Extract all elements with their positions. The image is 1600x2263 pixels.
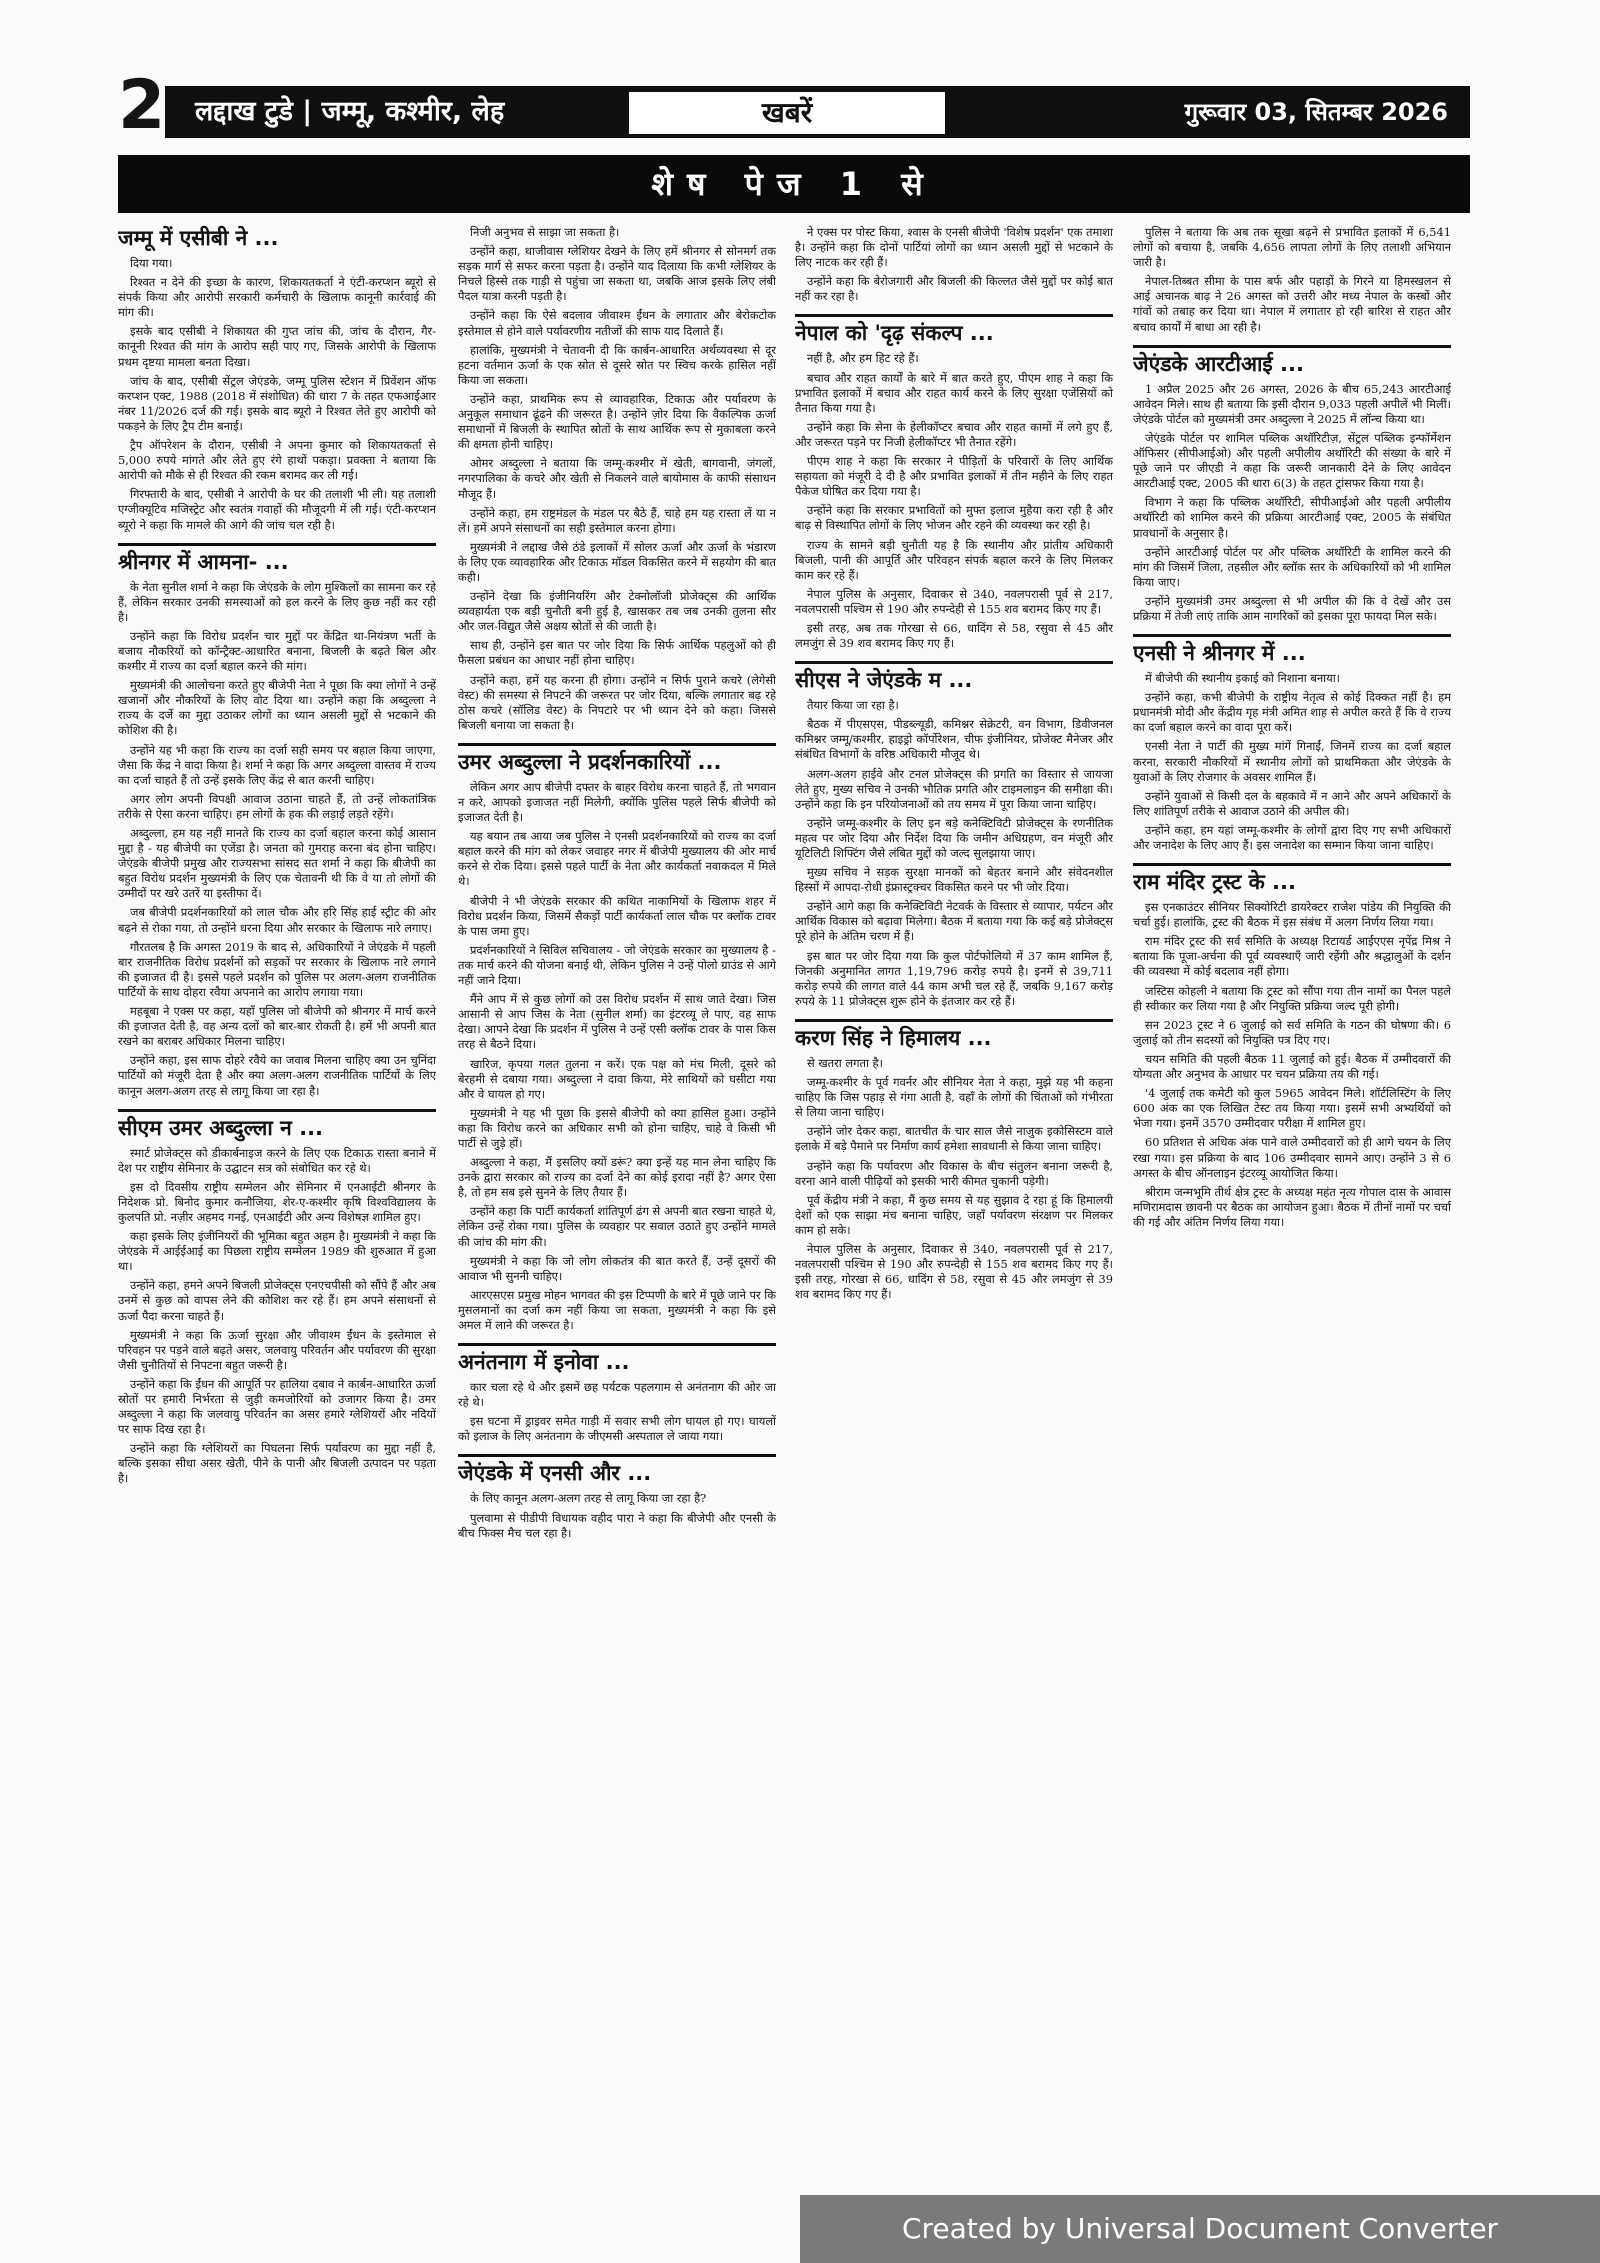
article-paragraph: '4 जुलाई तक कमेटी को कुल 5965 आवेदन मिले। शॉर्टलिस्टिंग के लिए 600 अंक का एक लिखित टेस्ट तय किया गया। इसमें सभी अभ्यर्थियों को भेजा गया। इनमें 3570 उम्मीदवार परीक्षा में शामिल हुए।: [1133, 1086, 1451, 1131]
article-paragraph: उन्होंने कहा कि पार्टी कार्यकर्ता शांतिपूर्ण ढंग से अपनी बात रखना चाहते थे, लेकिन उन्हें रोका गया। पुलिस के व्यवहार पर सवाल उठाते हुए उन्होंने मामले की जांच की मांग की।: [458, 1204, 776, 1249]
article-paragraph: मुख्य सचिव ने सड़क सुरक्षा मानकों को बेहतर बनाने और संवेदनशील हिस्सों में आपदा-रोधी इंफ्रास्ट्रक्चर विकसित करने पर भी जोर दिया।: [795, 865, 1113, 895]
article-paragraph: नेपाल पुलिस के अनुसार, दिवाकर से 340, नवलपरासी पूर्व से 217, नवलपरासी पश्चिम से 190 और रुपन्देही से 155 शव बरामद किए गए हैं। इसी तरह, गोरखा से 66, धादिंग से 58, रसुवा से 45 और लमजुंग से 39 शव बरामद किए गए हैं।: [795, 1241, 1113, 1302]
article-paragraph: उन्होंने कहा, प्राथमिक रूप से व्यावहारिक, टिकाऊ और पर्यावरण के अनुकूल समाधान ढूंढने की जरूरत है। उन्होंने ज़ोर दिया कि वैकल्पिक ऊर्जा समाधानों में बिजली के स्थापित स्रोतों के साथ आर्थिक रूप से मुकाबला करने की क्षमता होनी चाहिए।: [458, 391, 776, 452]
converter-watermark: Created by Universal Document Converter: [800, 2195, 1600, 2263]
page-number: 2: [118, 66, 166, 145]
article-paragraph: श्रीराम जन्मभूमि तीर्थ क्षेत्र ट्रस्ट के अध्यक्ष महंत नृत्य गोपाल दास के आवास मणिरामदास छावनी पर बैठक का आयोजन हुआ। बैठक में तीनों नामों पर चर्चा की गई और अंतिम निर्णय लिया गया।: [1133, 1184, 1451, 1229]
article-paragraph: उन्होंने यह भी कहा कि राज्य का दर्जा सही समय पर बहाल किया जाएगा, जैसा कि केंद्र ने वादा किया है। शर्मा ने कहा कि अगर अब्दुल्ला वास्तव में राज्य का दर्जा चाहते हैं तो उन्हें इसके लिए केंद्र से बात करनी चाहिए।: [118, 742, 436, 787]
article-paragraph: उन्होंने कहा, हम राष्ट्रमंडल के मंडल पर बैठे हैं, चाहे हम यह रास्ता लें या न लें। हमें अपने संसाधनों का सही इस्तेमाल करना होगा।: [458, 505, 776, 535]
article-paragraph: से खतरा लगता है।: [807, 1055, 883, 1070]
article-paragraph: ओमर अब्दुल्ला ने बताया कि जम्मू-कश्मीर में खेती, बागवानी, जंगलों, नगरपालिका के कचरे और खेती से निकलने वाले बायोमास के काफी संसाधन मौजूद हैं।: [458, 456, 776, 501]
article-headline: सीएस ने जेएंडके म ...: [795, 661, 1113, 694]
article-paragraph: मुख्यमंत्री की आलोचना करते हुए बीजेपी नेता ने पूछा कि क्या लोगों ने उन्हें खजानों और नौकरियों के लिए वोट दिया था। उन्होंने कहा कि अब्दुल्ला ने राज्य के दर्जे का मुद्दा उठाकर लोगों का ध्यान असली मुद्दों से भटकाने की कोशिश की है।: [118, 678, 436, 738]
article-paragraph: अब्दुल्ला ने कहा, मैं इसलिए क्यों डरूं? क्या इन्हें यह मान लेना चाहिए कि उनके द्वारा सरकार को राज्य का दर्जा देने का कोई इरादा नहीं है? अगर ऐसा है, तो हम सब इसे सुनने के लिए तैयार हैं।: [458, 1155, 776, 1200]
article-paragraph: उन्होंने कहा कि ईंधन की आपूर्ति पर हालिया दबाव ने कार्बन-आधारित ऊर्जा स्रोतों पर हमारी निर्भरता से जुड़ी कमजोरियों को उजागर किया है। उमर अब्दुल्ला ने कहा कि जलवायु परिवर्तन का असर हमारे ग्लेशियरों और नदियों पर साफ दिख रहा है।: [118, 1376, 436, 1437]
article-paragraph: अलग-अलग हाईवे और टनल प्रोजेक्ट्स की प्रगति का विस्तार से जायजा लेते हुए, मुख्य सचिव ने उनकी भौतिक प्रगति और टाइमलाइन की समीक्षा की। उन्होंने कहा कि इन परियोजनाओं को तय समय में पूरा किया जाना चाहिए।: [795, 766, 1113, 811]
article-paragraph: विभाग ने कहा कि पब्लिक अथॉरिटी, सीपीआईओ और पहली अपीलीय अथॉरिटी को शामिल करने की प्रक्रिया आरटीआई एक्ट, 2005 के संबंधित प्रावधानों के अनुसार है।: [1133, 495, 1451, 540]
article-paragraph: दिया गया।: [130, 256, 173, 270]
article-headline: अनंतनाग में इनोवा ...: [458, 1343, 776, 1376]
article-paragraph: उन्होंने कहा, हम यहां जम्मू-कश्मीर के लोगों द्वारा दिए गए सभी अधिकारों और जनादेश के लिए आए हैं। इस जनादेश का सम्मान किया जाना चाहिए।: [1133, 822, 1451, 852]
article-paragraph: मुख्यमंत्री ने कहा कि ऊर्जा सुरक्षा और जीवाश्म ईंधन के इस्तेमाल से परिवहन पर पड़ने वाले बढ़ते असर, जलवायु परिवर्तन और पर्यावरण की सुरक्षा जैसी चुनौतियों से निपटना बहुत जरूरी है।: [118, 1327, 436, 1372]
issue-date: गुरूवार 03, सितम्बर 2026: [1184, 98, 1448, 126]
article-paragraph: ट्रैप ऑपरेशन के दौरान, एसीबी ने अपना कुमार को शिकायतकर्ता से 5,000 रुपये मांगते और लेते हुए रंगे हाथों पकड़ा। प्रवक्ता ने बताया कि आरोपी को मौके से ही रिश्वत की रकम बरामद कर ली गई।: [118, 438, 436, 483]
article-headline: करण सिंह ने हिमालय ...: [795, 1019, 1113, 1052]
article-headline: सीएम उमर अब्दुल्ला न ...: [118, 1109, 436, 1142]
article-paragraph: जांच के बाद, एसीबी सेंट्रल जेएंडके, जम्मू पुलिस स्टेशन में प्रिवेंशन ऑफ करप्शन एक्ट, 1988 (2018 में संशोधित) की धारा 7 के तहत एफआईआर नंबर 11/2026 दर्ज की गई। इसके बाद ब्यूरो ने रिश्वत लेते हुए आरोपी को पकड़ने के लिए ट्रैप टीम बनाई।: [118, 373, 436, 433]
article-paragraph: हालांकि, मुख्यमंत्री ने चेतावनी दी कि कार्बन-आधारित अर्थव्यवस्था से दूर हटना वर्तमान ऊर्जा के एक स्रोत से दूसरे स्रोत पर स्विच करके हासिल नहीं किया जा सकता।: [458, 342, 776, 387]
article-headline: श्रीनगर में आमना- ...: [118, 543, 436, 576]
article-paragraph: पुलवामा से पीडीपी विधायक वहीद पारा ने कहा कि बीजेपी और एनसी के बीच फिक्स मैच चल रहा है।: [458, 1510, 776, 1540]
article-paragraph: 1 अप्रैल 2025 और 26 अगस्त, 2026 के बीच 65,243 आरटीआई आवेदन मिले। साथ ही बताया कि इसी दौरान 9,033 पहली अपीलें भी मिलीं। जेएंडके पोर्टल को मुख्यमंत्री उमर अब्दुल्ला ने 2025 में लॉन्च किया था।: [1133, 381, 1451, 426]
article-paragraph: इस एनकाउंटर सीनियर सिक्योरिटी डायरेक्टर राजेश पांडेय की नियुक्ति की चर्चा हुई। हालांकि, ट्रस्ट की बैठक में इस संबंध में अलग निर्णय लिया गया।: [1133, 900, 1451, 930]
article-paragraph: यह बयान तब आया जब पुलिस ने एनसी प्रदर्शनकारियों को राज्य का दर्जा बहाल करने की मांग को लेकर जवाहर नगर में बीजेपी मुख्यालय की ओर मार्च करने से रोक दिया। इससे पहले पार्टी के नेता और कार्यकर्ता नवाकदल में मिले थे।: [458, 829, 776, 889]
article-paragraph: उन्होंने कहा, हमें यह करना ही होगा। उन्होंने न सिर्फ पुराने कचरे (लेगेसी वेस्ट) की समस्या से निपटने की जरूरत पर जोर दिया, बल्कि लगातार बढ़ रहे ठोस कचरे (सॉलिड वेस्ट) के निपटारे पर भी ध्यान देने को कहा। जिससे बिजली बनाया जा सकता है।: [458, 672, 776, 732]
column-3: [795, 225, 1113, 2210]
article-headline: उमर अब्दुल्ला ने प्रदर्शनकारियों ...: [458, 743, 776, 776]
article-paragraph: उन्होंने जम्मू-कश्मीर के लिए इन बड़े कनेक्टिविटी प्रोजेक्ट्स के रणनीतिक महत्व पर जोर दिया और निर्देश दिया कि जमीन अधिग्रहण, वन मंजूरी और यूटिलिटी शिफ्टिंग जैसे लंबित मुद्दों को जल्द सुलझाया जाए।: [795, 815, 1113, 860]
article-paragraph: नेपाल-तिब्बत सीमा के पास बर्फ और पहाड़ों के गिरने या हिमस्खलन से आई अचानक बाढ़ ने 26 अगस्त को उत्तरी और मध्य नेपाल के कस्बों और गांवों को तबाह कर दिया था। नेपाल में लगातार हो रही बारिश से राहत और बचाव कार्यों में बाधा आ रही है।: [1133, 274, 1451, 334]
article-paragraph: महबूबा ने एक्स पर कहा, यहाँ पुलिस जो बीजेपी को श्रीनगर में मार्च करने की इजाजत देती है, वह अन्य दलों को बार-बार रोकती है। हमें भी अपनी बात रखने का बराबर अधिकार मिलना चाहिए।: [118, 1004, 436, 1049]
article-paragraph: उन्होंने युवाओं से किसी दल के बहकावे में न आने और अपने अधिकारों के लिए शांतिपूर्ण तरीके से आवाज उठाने की अपील की।: [1133, 788, 1451, 818]
article-paragraph: में बीजेपी की स्थानीय इकाई को निशाना बनाया।: [1145, 671, 1340, 686]
article-paragraph: सन 2023 ट्रस्ट ने 6 जुलाई को सर्व समिति के गठन की घोषणा की। 6 जुलाई को तीन सदस्यों को नियुक्ति पत्र दिए गए।: [1133, 1017, 1451, 1047]
article-paragraph: इस बात पर जोर दिया गया कि कुल पोर्टफोलियो में 37 काम शामिल हैं, जिनकी अनुमानित लागत 1,19,796 करोड़ रुपये है। इनमें से 39,711 करोड़ रुपये की लागत वाले 44 काम अभी चल रहे हैं, जबकि 9,167 करोड़ रुपये के 11 प्रोजेक्ट्स शुरू होने के इंतजार कर रहे हैं।: [795, 948, 1113, 1008]
article-paragraph: एनसी नेता ने पार्टी की मुख्य मांगें गिनाईं, जिनमें राज्य का दर्जा बहाल करना, सरकारी नौकरियों में स्थानीय लोगों को प्राथमिकता और जेएंडके के युवाओं के लिए रोजगार के अवसर शामिल हैं।: [1133, 739, 1451, 784]
article-paragraph: उन्होंने आगे कहा कि कनेक्टिविटी नेटवर्क के विस्तार से व्यापार, पर्यटन और आर्थिक विकास को बढ़ावा मिलेगा। बैठक में बताया गया कि कई बड़े प्रोजेक्ट्स पूरे होने के अंतिम चरण में हैं।: [795, 899, 1113, 944]
article-paragraph: बैठक में पीएसएस, पीडब्ल्यूडी, कमिश्नर सेक्रेटरी, वन विभाग, डिवीजनल कमिश्नर जम्मू/कश्मीर, हाइड्रो कॉर्पोरेशन, चीफ इंजीनियर, प्रोजेक्ट मैनेजर और संबंधित विभागों के वरिष्ठ अधिकारी मौजूद थे।: [795, 717, 1113, 762]
article-paragraph: अगर लोग अपनी विपक्षी आवाज उठाना चाहते हैं, तो उन्हें लोकतांत्रिक तरीके से ऐसा करना चाहिए। हम लोगों के हक की लड़ाई लड़ते रहेंगे।: [118, 791, 436, 821]
article-headline: नेपाल को 'दृढ़ संकल्प ...: [795, 314, 1113, 347]
article-paragraph: राज्य के सामने बड़ी चुनौती यह है कि स्थानीय और प्रांतीय अधिकारी बिजली, पानी की आपूर्ति और परिवहन संपर्क बहाल करने के लिए मिलकर काम कर रहे हैं।: [795, 537, 1113, 582]
article-paragraph: इस घटना में ड्राइवर समेत गाड़ी में सवार सभी लोग घायल हो गए। घायलों को इलाज के लिए अनंतनाग के जीएमसी अस्पताल ले जाया गया।: [458, 1414, 776, 1444]
article-paragraph: साथ ही, उन्होंने इस बात पर जोर दिया कि सिर्फ आर्थिक पहलुओं को ही फैसला प्रबंधन का आधार नहीं होना चाहिए।: [458, 638, 776, 668]
column-2: [458, 225, 776, 2210]
article-paragraph: गौरतलब है कि अगस्त 2019 के बाद से, अधिकारियों ने जेएंडके में पहली बार राजनीतिक विरोध प्रदर्शनों को सड़कों पर सरकार के खिलाफ नारे लगाने की इजाजत दी है। इससे पहले प्रदर्शन को पुलिस पर अलग-अलग राजनीतिक पार्टियों के साथ दोहरा रवैया अपनाने का आरोप लगाया गया।: [118, 939, 436, 999]
article-paragraph: उन्होंने कहा कि पर्यावरण और विकास के बीच संतुलन बनाना जरूरी है, वरना आने वाली पीढ़ियों को इसकी भारी कीमत चुकानी पड़ेगी।: [795, 1158, 1113, 1188]
article-paragraph: ने एक्स पर पोस्ट किया, श्वास के एनसी बीजेपी 'विशेष प्रदर्शन' एक तमाशा है। उन्होंने कहा कि दोनों पार्टियां लोगों का ध्यान असली मुद्दों से भटकाने के लिए नाटक कर रही हैं।: [795, 225, 1113, 270]
column-4: [1133, 225, 1451, 2210]
column-1: [118, 225, 436, 2210]
article-paragraph: स्मार्ट प्रोजेक्ट्स को डीकार्बनाइज करने के लिए एक टिकाऊ रास्ता बनाने में देश पर राष्ट्रीय सेमिनार के उद्घाटन सत्र को संबोधित कर रहे थे।: [118, 1145, 436, 1175]
article-paragraph: जस्टिस कोहली ने बताया कि ट्रस्ट को सौंपा गया तीन नामों का पैनल पहले ही स्वीकार कर लिया गया है और नियुक्ति प्रक्रिया जल्द पूरी होगी।: [1133, 983, 1451, 1013]
article-paragraph: इस दो दिवसीय राष्ट्रीय सम्मेलन और सेमिनार में एनआईटी श्रीनगर के निदेशक प्रो. बिनोद कुमार कनौजिया, शेर-ए-कश्मीर कृषि विश्वविद्यालय के कुलपति प्रो. नज़ीर अहमद गनई, एनआईटी और अन्य विशेषज्ञ शामिल हुए।: [118, 1179, 436, 1224]
article-paragraph: रिश्वत न देने की इच्छा के कारण, शिकायतकर्ता ने एंटी-करप्शन ब्यूरो से संपर्क किया और आरोपी सरकारी कर्मचारी के खिलाफ कानूनी कार्रवाई की मांग की।: [118, 275, 436, 320]
article-paragraph: उन्होंने कहा, इस साफ दोहरे रवैये का जवाब मिलना चाहिए क्या उन चुनिंदा पार्टियों को मंजूरी देता है और क्या अलग-अलग राजनीतिक पार्टियों के लिए कानून अलग-अलग तरह से लागू किया जा रहा है।: [118, 1053, 436, 1098]
article-paragraph: पूर्व केंद्रीय मंत्री ने कहा, मैं कुछ समय से यह सुझाव दे रहा हूं कि हिमालयी देशों को एक साझा मंच बनाना चाहिए, जहाँ पर्यावरण संरक्षण पर मिलकर काम हो सके।: [795, 1192, 1113, 1237]
article-paragraph: बीजेपी ने भी जेएंडके सरकार की कथित नाकामियों के खिलाफ शहर में विरोध प्रदर्शन किया, जिसमें सैकड़ों पार्टी कार्यकर्ता लाल चौक पर क्लॉक टावर के पास जमा हुए।: [458, 893, 776, 938]
article-paragraph: नेपाल पुलिस के अनुसार, दिवाकर से 340, नवलपरासी पूर्व से 217, नवलपरासी पश्चिम से 190 और रुपन्देही से 155 शव बरामद किए गए हैं।: [795, 586, 1113, 616]
article-paragraph: 60 प्रतिशत से अधिक अंक पाने वाले उम्मीदवारों को ही आगे चयन के लिए रखा गया। इस प्रक्रिया के बाद 106 उम्मीदवार सामने आए। उन्होंने 3 से 6 अगस्त के बीच ऑनलाइन इंटरव्यू आयोजित किया।: [1133, 1135, 1451, 1180]
article-paragraph: उन्होंने कहा, थाजीवास ग्लेशियर देखने के लिए हमें श्रीनगर से सोनमर्ग तक सड़क मार्ग से सफर करना पड़ता है। उन्होंने याद दिलाया कि कभी ग्लेशियर के निचले हिस्से तक गाड़ी से पहुंचा जा सकता था, जबकि आज इसके लिए लंबी पैदल यात्रा करनी पड़ती है।: [458, 244, 776, 304]
article-paragraph: के नेता सुनील शर्मा ने कहा कि जेएंडके के लोग मुश्किलों का सामना कर रहे हैं, लेकिन सरकार उनकी समस्याओं को हल करने के लिए कुछ नहीं कर रही है।: [118, 579, 436, 624]
article-paragraph: पीएम शाह ने कहा कि सरकार ने पीड़ितों के परिवारों के लिए आर्थिक सहायता को मंजूरी दे दी है और प्रभावित इलाकों में तीन महीने के लिए राहत पैकेज घोषित कर दिया गया है।: [795, 454, 1113, 499]
section-banner: शेष पेज 1 से: [118, 155, 1470, 213]
article-paragraph: जेएंडके पोर्टल पर शामिल पब्लिक अथॉरिटीज़, सेंट्रल पब्लिक इन्फॉर्मेशन ऑफिसर (सीपीआईओ) और पहली अपीलीय अथॉरिटी की संख्या के बारे में पूछे जाने पर जीएडी ने कहा कि जरूरी जानकारी देने के लिए आवेदन आरटीआई एक्ट, 2005 की धारा 6(3) के तहत ट्रांसफर किया गया है।: [1133, 430, 1451, 491]
article-headline: एनसी ने श्रीनगर में ...: [1133, 634, 1451, 667]
article-paragraph: खारिज, कृपया गलत तुलना न करें। एक पक्ष को मंच मिली, दूसरे को बेरहमी से दबाया गया। अब्दुल्ला ने दावा किया, मेरे साथियों को घसीटा गया और वे घायल हो गए।: [458, 1056, 776, 1101]
article-paragraph: गिरफ्तारी के बाद, एसीबी ने आरोपी के घर की तलाशी भी ली। यह तलाशी एग्जीक्यूटिव मजिस्ट्रेट और स्वतंत्र गवाहों की मौजूदगी में ली गई। एंटी-करप्शन ब्यूरो ने कहा कि मामले की आगे की जांच चल रही है।: [118, 487, 436, 532]
article-paragraph: पुलिस ने बताया कि अब तक सूखा बढ़ने से प्रभावित इलाकों में 6,541 लोगों को बचाया है, जबकि 4,656 लापता लोगों के लिए तलाशी अभियान जारी है।: [1133, 225, 1451, 270]
article-paragraph: आरएसएस प्रमुख मोहन भागवत की इस टिप्पणी के बारे में पूछे जाने पर कि मुसलमानों का दर्जा कम नहीं किया जा सकता, मुख्यमंत्री ने कहा कि इसे अमल में लाने की जरूरत है।: [458, 1287, 776, 1332]
article-paragraph: मुख्यमंत्री ने लद्दाख जैसे ठंडे इलाकों में सोलर ऊर्जा और ऊर्जा के भंडारण के लिए एक व्यावहारिक और टिकाऊ मॉडल विकसित करने में सहयोग की बात कही।: [458, 539, 776, 584]
article-headline: राम मंदिर ट्रस्ट के ...: [1133, 863, 1451, 896]
article-paragraph: चयन समिति की पहली बैठक 11 जुलाई को हुई। बैठक में उम्मीदवारों की योग्यता और अनुभव के आधार पर चयन प्रक्रिया तय की गई।: [1133, 1051, 1451, 1082]
header-bar: [165, 86, 1470, 138]
article-paragraph: उन्होंने कहा कि विरोध प्रदर्शन चार मुद्दों पर केंद्रित था-नियंत्रण भर्ती के बजाय नौकरियों को कॉन्ट्रैक्ट-आधारित बनाना, बिजली के बढ़ते बिल और कश्मीर में राज्य का दर्जा बहाल करने की मांग।: [118, 628, 436, 674]
article-paragraph: मुख्यमंत्री ने कहा कि जो लोग लोकतंत्र की बात करते हैं, उन्हें दूसरों की आवाज भी सुननी चाहिए।: [458, 1253, 776, 1283]
article-paragraph: उन्होंने जोर देकर कहा, बातचीत के चार साल जैसे नाजुक इकोसिस्टम वाले इलाके में बड़े पैमाने पर निर्माण कार्य हमेशा सावधानी से किया जाना चाहिए।: [795, 1124, 1113, 1154]
article-paragraph: उन्होंने आरटीआई पोर्टल पर और पब्लिक अथॉरिटी के शामिल करने की मांग की जिसमें जिला, तहसील और ब्लॉक स्तर के अधिकारियों को भी शामिल किया जाए।: [1133, 544, 1451, 589]
article-headline: जेएंडके में एनसी और ...: [458, 1454, 776, 1487]
article-paragraph: नहीं है, और हम हिट रहे हैं।: [807, 351, 919, 366]
article-paragraph: तैयार किया जा रहा है।: [807, 698, 899, 713]
article-paragraph: कहा इसके लिए इंजीनियरों की भूमिका बहुत अहम है। मुख्यमंत्री ने कहा कि जेएंडके में आईईआई का पिछला राष्ट्रीय सम्मेलन 1989 की शुरुआत में हुआ था।: [118, 1229, 436, 1274]
article-paragraph: उन्होंने कहा, हमने अपने बिजली प्रोजेक्ट्स एनएचपीसी को सौंपे हैं और अब उनमें से कुछ को वापस लेने की कोशिश कर रहे हैं। हम अपने संसाधनों से ऊर्जा पैदा करना चाहते हैं।: [118, 1278, 436, 1323]
article-headline: जेएंडके आरटीआई ...: [1133, 345, 1451, 378]
article-paragraph: के लिए कानून अलग-अलग तरह से लागू किया जा रहा है?: [470, 1491, 707, 1506]
article-paragraph: जम्मू-कश्मीर के पूर्व गवर्नर और सीनियर नेता ने कहा, मुझे यह भी कहना चाहिए कि जिस पहाड़ से गंगा आती है, वहाँ के लोगों की चिंताओं को गंभीरता से लिया जाना चाहिए।: [795, 1075, 1113, 1120]
section-label: खबरें: [629, 92, 945, 134]
article-paragraph: इसके बाद एसीबी ने शिकायत की गुप्त जांच की, जांच के दौरान, गैर-कानूनी रिश्वत की मांग के आरोप सही पाए गए, जिसके आरोपी के खिलाफ प्रथम दृष्टया मामला बनता दिखा।: [118, 324, 436, 369]
article-paragraph: बचाव और राहत कार्यों के बारे में बात करते हुए, पीएम शाह ने कहा कि प्रभावित इलाकों में बचाव और राहत कार्य करने के लिए सुरक्षा एजेंसियों को तैनात किया गया है।: [795, 370, 1113, 415]
article-paragraph: इसी तरह, अब तक गोरखा से 66, धादिंग से 58, रसुवा से 45 और लमजुंग से 39 शव बरामद किए गए हैं।: [795, 620, 1113, 651]
article-paragraph: उन्होंने कहा कि ग्लेशियरों का पिघलना सिर्फ पर्यावरण का मुद्दा नहीं है, बल्कि इसका सीधा असर खेती, पीने के पानी और बिजली उत्पादन पर पड़ता है।: [118, 1441, 436, 1486]
article-paragraph: उन्होंने कहा कि सरकार प्रभावितों को मुफ्त इलाज मुहैया करा रही है और बाढ़ से विस्थापित लोगों के लिए भोजन और रहने की व्यवस्था कर रही है।: [795, 503, 1113, 533]
article-paragraph: मैंने आप में से कुछ लोगों को उस विरोध प्रदर्शन में साथ जाते देखा। जिस आसानी से आप जिस के नेता (सुनील शर्मा) का इंटरव्यू ले पाए, वह साफ देखा। आपने देखा कि प्रदर्शन में पुलिस ने उन्हें एसी क्लॉक टावर के पास किस तरह से बैठने दिया।: [458, 992, 776, 1052]
article-paragraph: उन्होंने देखा कि इंजीनियरिंग और टेक्नोलॉजी प्रोजेक्ट्स की आर्थिक व्यवहार्यता एक बड़ी चुनौती बनी हुई है, खासकर तब जब उनकी तुलना सौर और जल-विद्युत जैसे अक्षय स्रोतों से की जाती है।: [458, 589, 776, 634]
article-paragraph: उन्होंने कहा कि बेरोजगारी और बिजली की किल्लत जैसे मुद्दों पर कोई बात नहीं कर रहा है।: [795, 274, 1113, 304]
article-paragraph: उन्होंने मुख्यमंत्री उमर अब्दुल्ला से भी अपील की कि वे देखें और उस प्रक्रिया में तेजी लाएं ताकि आम नागरिकों को इसका पूरा फायदा मिल सके।: [1133, 593, 1451, 623]
article-headline: जम्मू में एसीबी ने ...: [118, 226, 279, 250]
article-paragraph: उन्होंने कहा, कभी बीजेपी के राष्ट्रीय नेतृत्व से कोई दिक्कत नहीं है। हम प्रधानमंत्री मोदी और केंद्रीय गृह मंत्री अमित शाह से अपील करते हैं कि वे राज्य का दर्जा बहाल करने का वादा पूरा करें।: [1133, 690, 1451, 735]
article-paragraph: मुख्यमंत्री ने यह भी पूछा कि इससे बीजेपी को क्या हासिल हुआ। उन्होंने कहा कि विरोध करने का अधिकार सभी को होना चाहिए, चाहे वे किसी भी पार्टी से जुड़े हों।: [458, 1105, 776, 1150]
paper-name: लद्दाख टुडे | जम्मू, कश्मीर, लेह: [195, 96, 505, 127]
article-paragraph: राम मंदिर ट्रस्ट की सर्व समिति के अध्यक्ष रिटायर्ड आईएएस नृपेंद्र मिश्र ने बताया कि पूजा-अर्चना की पूर्व व्यवस्थाएँ जारी रहेंगी और श्रद्धालुओं के दर्शन की व्यवस्था में कोई बदलाव नहीं होगा।: [1133, 934, 1451, 979]
article-paragraph: प्रदर्शनकारियों ने सिविल सचिवालय - जो जेएंडके सरकार का मुख्यालय है - तक मार्च करने की योजना बनाई थी, लेकिन पुलिस ने उन्हें पोलो ग्राउंड से आगे नहीं जाने दिया।: [458, 942, 776, 988]
article-paragraph: अब्दुल्ला, हम यह नहीं मानते कि राज्य का दर्जा बहाल करना कोई आसान मुद्दा है - यह बीजेपी का एजेंडा है। जनता को गुमराह करना बंद होना चाहिए। जेएंडके बीजेपी प्रमुख और राज्यसभा सांसद सत शर्मा ने कहा कि बीजेपी का बहुत विरोध प्रदर्शन मुख्यमंत्री के लिए एक चेतावनी थी कि वे या तो लोगों की उम्मीदों पर खरे उतरें या इस्तीफा दें।: [118, 826, 436, 901]
article-paragraph: उन्होंने कहा कि सेना के हेलीकॉप्टर बचाव और राहत कामों में लगे हुए हैं, और जरूरत पड़ने पर निजी हेलीकॉप्टर भी तैनात रहेंगे।: [795, 419, 1113, 449]
article-paragraph: कार चला रहे थे और इसमें छह पर्यटक पहलगाम से अनंतनाग की ओर जा रहे थे।: [458, 1380, 776, 1410]
article-paragraph: लेकिन अगर आप बीजेपी दफ्तर के बाहर विरोध करना चाहते हैं, तो भगवान न करे, आपको इजाजत नहीं मिलेगी, क्योंकि पुलिस पहले सिर्फ बीजेपी को इजाजत देती है।: [458, 779, 776, 825]
article-paragraph: जब बीजेपी प्रदर्शनकारियों को लाल चौक और हरि सिंह हाई स्ट्रीट की ओर बढ़ने से रोका गया, तो उन्होंने धरना दिया और सरकार के खिलाफ नारे लगाए।: [118, 905, 436, 935]
article-paragraph: उन्होंने कहा कि ऐसे बदलाव जीवाश्म ईंधन के लगातार और बेरोकटोक इस्तेमाल से होने वाले पर्यावरणीय नतीजों की साफ याद दिलाते हैं।: [458, 308, 776, 338]
article-paragraph: निजी अनुभव से साझा जा सकता है।: [470, 225, 620, 239]
